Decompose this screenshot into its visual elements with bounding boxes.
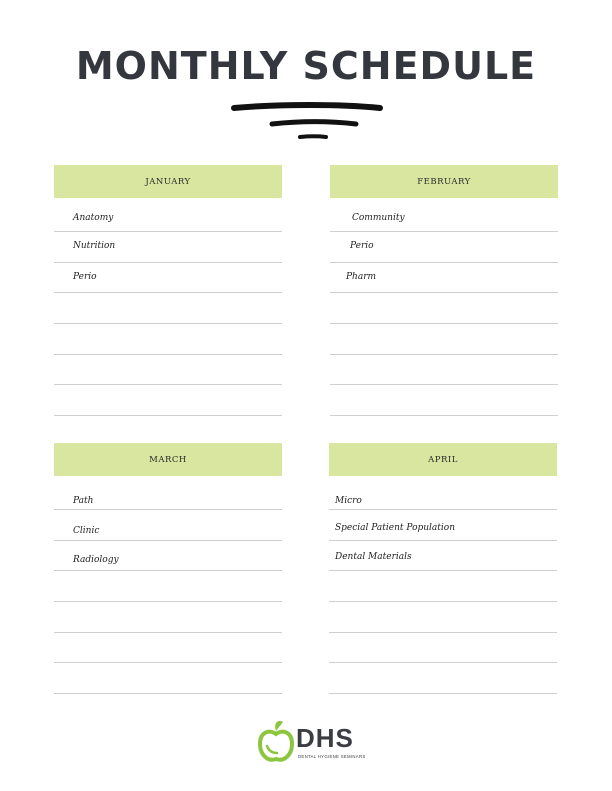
schedule-entry: Clinic — [73, 526, 100, 536]
schedule-entry: Perio — [350, 241, 374, 251]
schedule-line — [54, 415, 282, 416]
schedule-line — [330, 231, 558, 232]
schedule-line — [54, 662, 282, 663]
schedule-line — [329, 540, 557, 541]
schedule-entry: Nutrition — [73, 241, 116, 251]
month-card-march — [54, 443, 282, 565]
schedule-entry: Community — [352, 213, 405, 223]
schedule-entry: Perio — [73, 272, 97, 282]
schedule-line — [330, 292, 558, 293]
month-header: APRIL — [329, 443, 557, 476]
schedule-entry: Path — [73, 496, 94, 506]
logo-wordmark: DHS — [296, 723, 354, 753]
schedule-line — [329, 601, 557, 602]
schedule-line — [54, 384, 282, 385]
schedule-line — [329, 632, 557, 633]
schedule-line — [329, 662, 557, 663]
schedule-entry: Dental Materials — [335, 552, 412, 562]
schedule-entry: Radiology — [73, 555, 119, 565]
schedule-line — [54, 323, 282, 324]
schedule-line — [330, 384, 558, 385]
schedule-line — [330, 354, 558, 355]
schedule-entry: Pharm — [346, 272, 377, 282]
schedule-line — [330, 415, 558, 416]
month-header: FEBRUARY — [330, 165, 558, 198]
dhs-logo — [257, 720, 367, 764]
schedule-line — [329, 693, 557, 694]
month-card-february — [330, 165, 558, 282]
month-card-april — [329, 443, 557, 562]
schedule-line — [54, 632, 282, 633]
schedule-line — [54, 262, 282, 263]
schedule-entry: Micro — [335, 496, 362, 506]
page-title: MONTHLY SCHEDULE — [75, 44, 537, 88]
schedule-line — [54, 354, 282, 355]
schedule-line — [329, 570, 557, 571]
title-underline-decoration — [0, 0, 612, 160]
schedule-line — [54, 540, 282, 541]
logo-tagline: DENTAL HYGIENE SEMINARS — [298, 754, 366, 759]
schedule-line — [329, 509, 557, 510]
month-card-january — [54, 165, 282, 282]
month-header: MARCH — [54, 443, 282, 476]
schedule-line — [54, 509, 282, 510]
schedule-line — [54, 292, 282, 293]
schedule-entry: Anatomy — [73, 213, 114, 223]
schedule-line — [54, 693, 282, 694]
schedule-line — [330, 323, 558, 324]
schedule-entry: Special Patient Population — [335, 523, 456, 533]
schedule-line — [54, 570, 282, 571]
schedule-line — [54, 601, 282, 602]
schedule-line — [330, 262, 558, 263]
schedule-line — [54, 231, 282, 232]
apple-icon — [257, 720, 295, 764]
month-header: JANUARY — [54, 165, 282, 198]
